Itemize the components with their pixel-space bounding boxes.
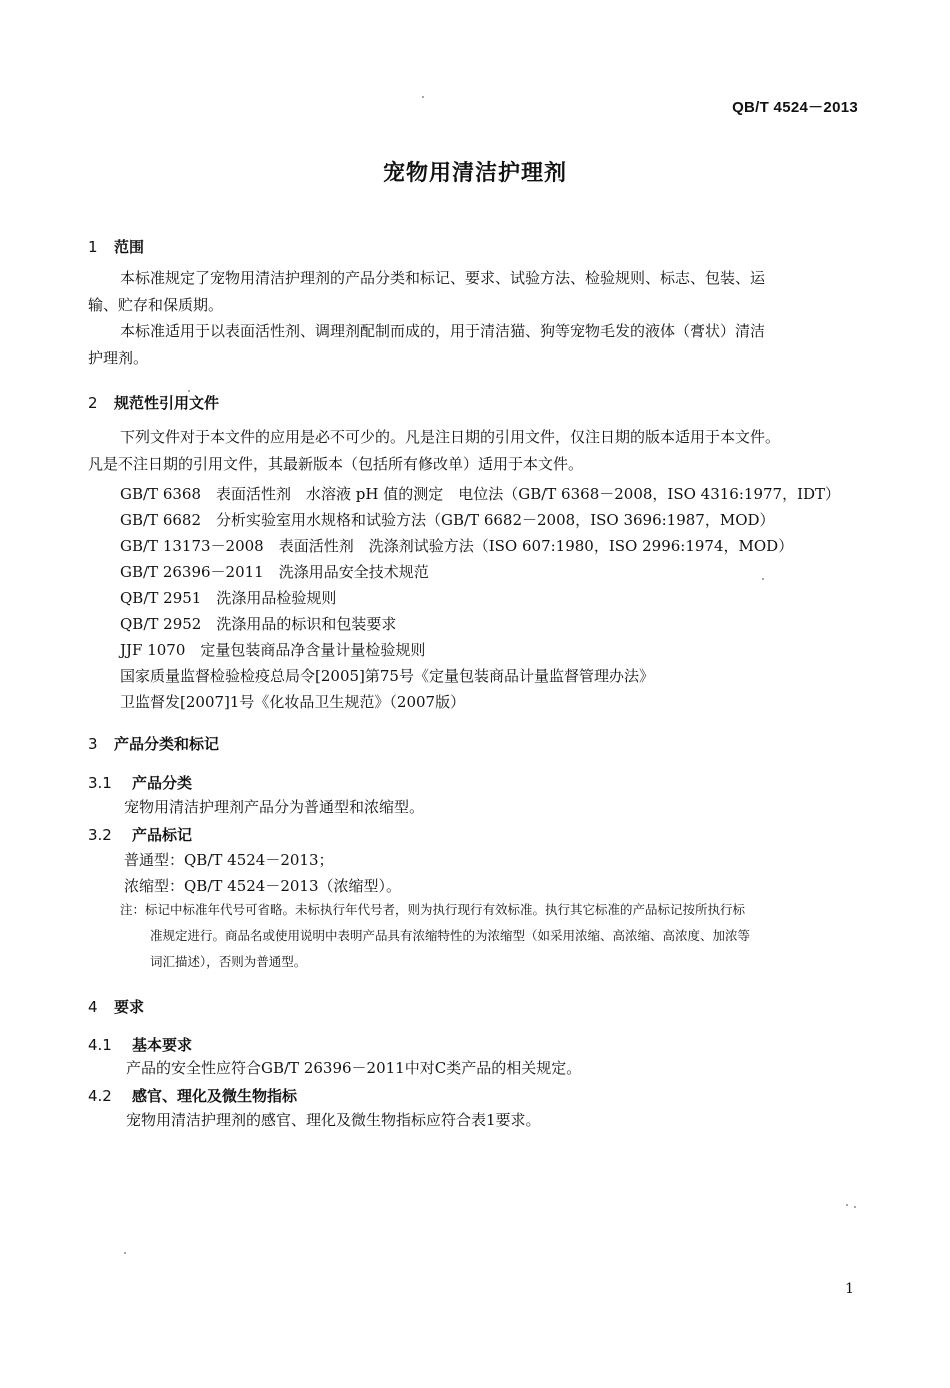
subsection-4-2-heading — [88, 1085, 297, 1106]
standard-code: QB/T 4524－2013 — [732, 99, 858, 116]
subsection-3-1-heading — [88, 772, 192, 793]
reference-item: GB/T 6682 分析实验室用水规格和试验方法（GB/T 6682－2008，ISO 3696:1987，MOD） — [120, 511, 775, 529]
section-number: 3 — [88, 735, 98, 753]
section-title: 规范性引用文件 — [114, 394, 220, 412]
reference-item: 卫监督发[2007]1号《化妆品卫生规范》（2007版） — [120, 693, 466, 711]
scan-speck — [188, 390, 190, 392]
reference-item: 国家质量监督检验检疫总局令[2005]第75号《定量包装商品计量监督管理办法》 — [120, 667, 654, 685]
marking-line-1: 普通型：QB/T 4524－2013； — [124, 851, 334, 869]
note-line-1: 注：标记中标准年代号可省略。未标执行年代号者，则为执行现行有效标准。执行其它标准的产品标记按所执行标 — [120, 902, 746, 917]
section-number: 2 — [88, 394, 98, 412]
subsection-title: 感官、理化及微生物指标 — [132, 1087, 298, 1105]
section-title: 要求 — [114, 998, 145, 1016]
scope-paragraph-2-line-2: 护理剂。 — [88, 349, 149, 367]
subsection-4-1-heading — [88, 1034, 192, 1055]
section-title: 产品分类和标记 — [114, 735, 220, 753]
basic-requirement-text: 产品的安全性应符合GB/T 26396－2011中对C类产品的相关规定。 — [126, 1059, 582, 1077]
classification-text: 宠物用清洁护理剂产品分为普通型和浓缩型。 — [124, 798, 425, 816]
references-intro-line-1: 下列文件对于本文件的应用是必不可少的。凡是注日期的引用文件，仅注日期的版本适用于本文件。 — [120, 428, 781, 446]
reference-item: JJF 1070 定量包装商品净含量计量检验规则 — [120, 641, 426, 659]
subsection-title: 产品分类 — [132, 774, 193, 792]
subsection-3-2-heading — [88, 824, 192, 845]
document-title: 宠物用清洁护理剂 — [382, 161, 567, 186]
section-number: 4 — [88, 998, 98, 1016]
reference-item: GB/T 13173－2008 表面活性剂 洗涤剂试验方法（ISO 607:1980，ISO 2996:1974，MOD） — [120, 537, 794, 555]
section-1-heading — [88, 236, 144, 257]
scan-speck — [846, 1204, 848, 1206]
section-4-heading — [88, 996, 144, 1017]
subsection-title: 产品标记 — [132, 826, 193, 844]
subsection-number: 3.1 — [88, 774, 112, 792]
reference-item: QB/T 2952 洗涤用品的标识和包装要求 — [120, 615, 397, 633]
scope-paragraph-1-line-2: 输、贮存和保质期。 — [88, 296, 224, 314]
subsection-title: 基本要求 — [132, 1036, 193, 1054]
section-2-heading — [88, 392, 219, 413]
scan-speck — [762, 578, 764, 580]
section-number: 1 — [88, 238, 98, 256]
references-intro-line-2: 凡是不注日期的引用文件，其最新版本（包括所有修改单）适用于本文件。 — [88, 455, 584, 473]
marking-line-2: 浓缩型：QB/T 4524－2013（浓缩型）。 — [124, 877, 401, 895]
scope-paragraph-2-line-1: 本标准适用于以表面活性剂、调理剂配制而成的，用于清洁猫、狗等宠物毛发的液体（膏状）清洁 — [120, 322, 766, 340]
section-title: 范围 — [114, 238, 145, 256]
subsection-number: 4.2 — [88, 1087, 112, 1105]
page-number: 1 — [845, 1281, 854, 1297]
scan-speck — [854, 1206, 856, 1208]
scope-paragraph-1-line-1: 本标准规定了宠物用清洁护理剂的产品分类和标记、要求、试验方法、检验规则、标志、包装、运 — [120, 269, 766, 287]
scan-speck — [422, 96, 424, 98]
note-line-3: 词汇描述），否则为普通型。 — [150, 954, 307, 969]
indicator-requirement-text: 宠物用清洁护理剂的感官、理化及微生物指标应符合表1要求。 — [126, 1111, 541, 1129]
note-line-2: 准规定进行。商品名或使用说明中表明产品具有浓缩特性的为浓缩型（如采用浓缩、高浓缩、高浓度、加浓等 — [150, 928, 751, 943]
reference-item: GB/T 26396－2011 洗涤用品安全技术规范 — [120, 563, 429, 581]
reference-item: QB/T 2951 洗涤用品检验规则 — [120, 589, 337, 607]
subsection-number: 3.2 — [88, 826, 112, 844]
subsection-number: 4.1 — [88, 1036, 112, 1054]
reference-item: GB/T 6368 表面活性剂 水溶液 pH 值的测定 电位法（GB/T 6368－2008，ISO 4316:1977，IDT） — [120, 485, 841, 503]
scan-speck — [124, 1252, 126, 1254]
section-3-heading — [88, 733, 219, 754]
